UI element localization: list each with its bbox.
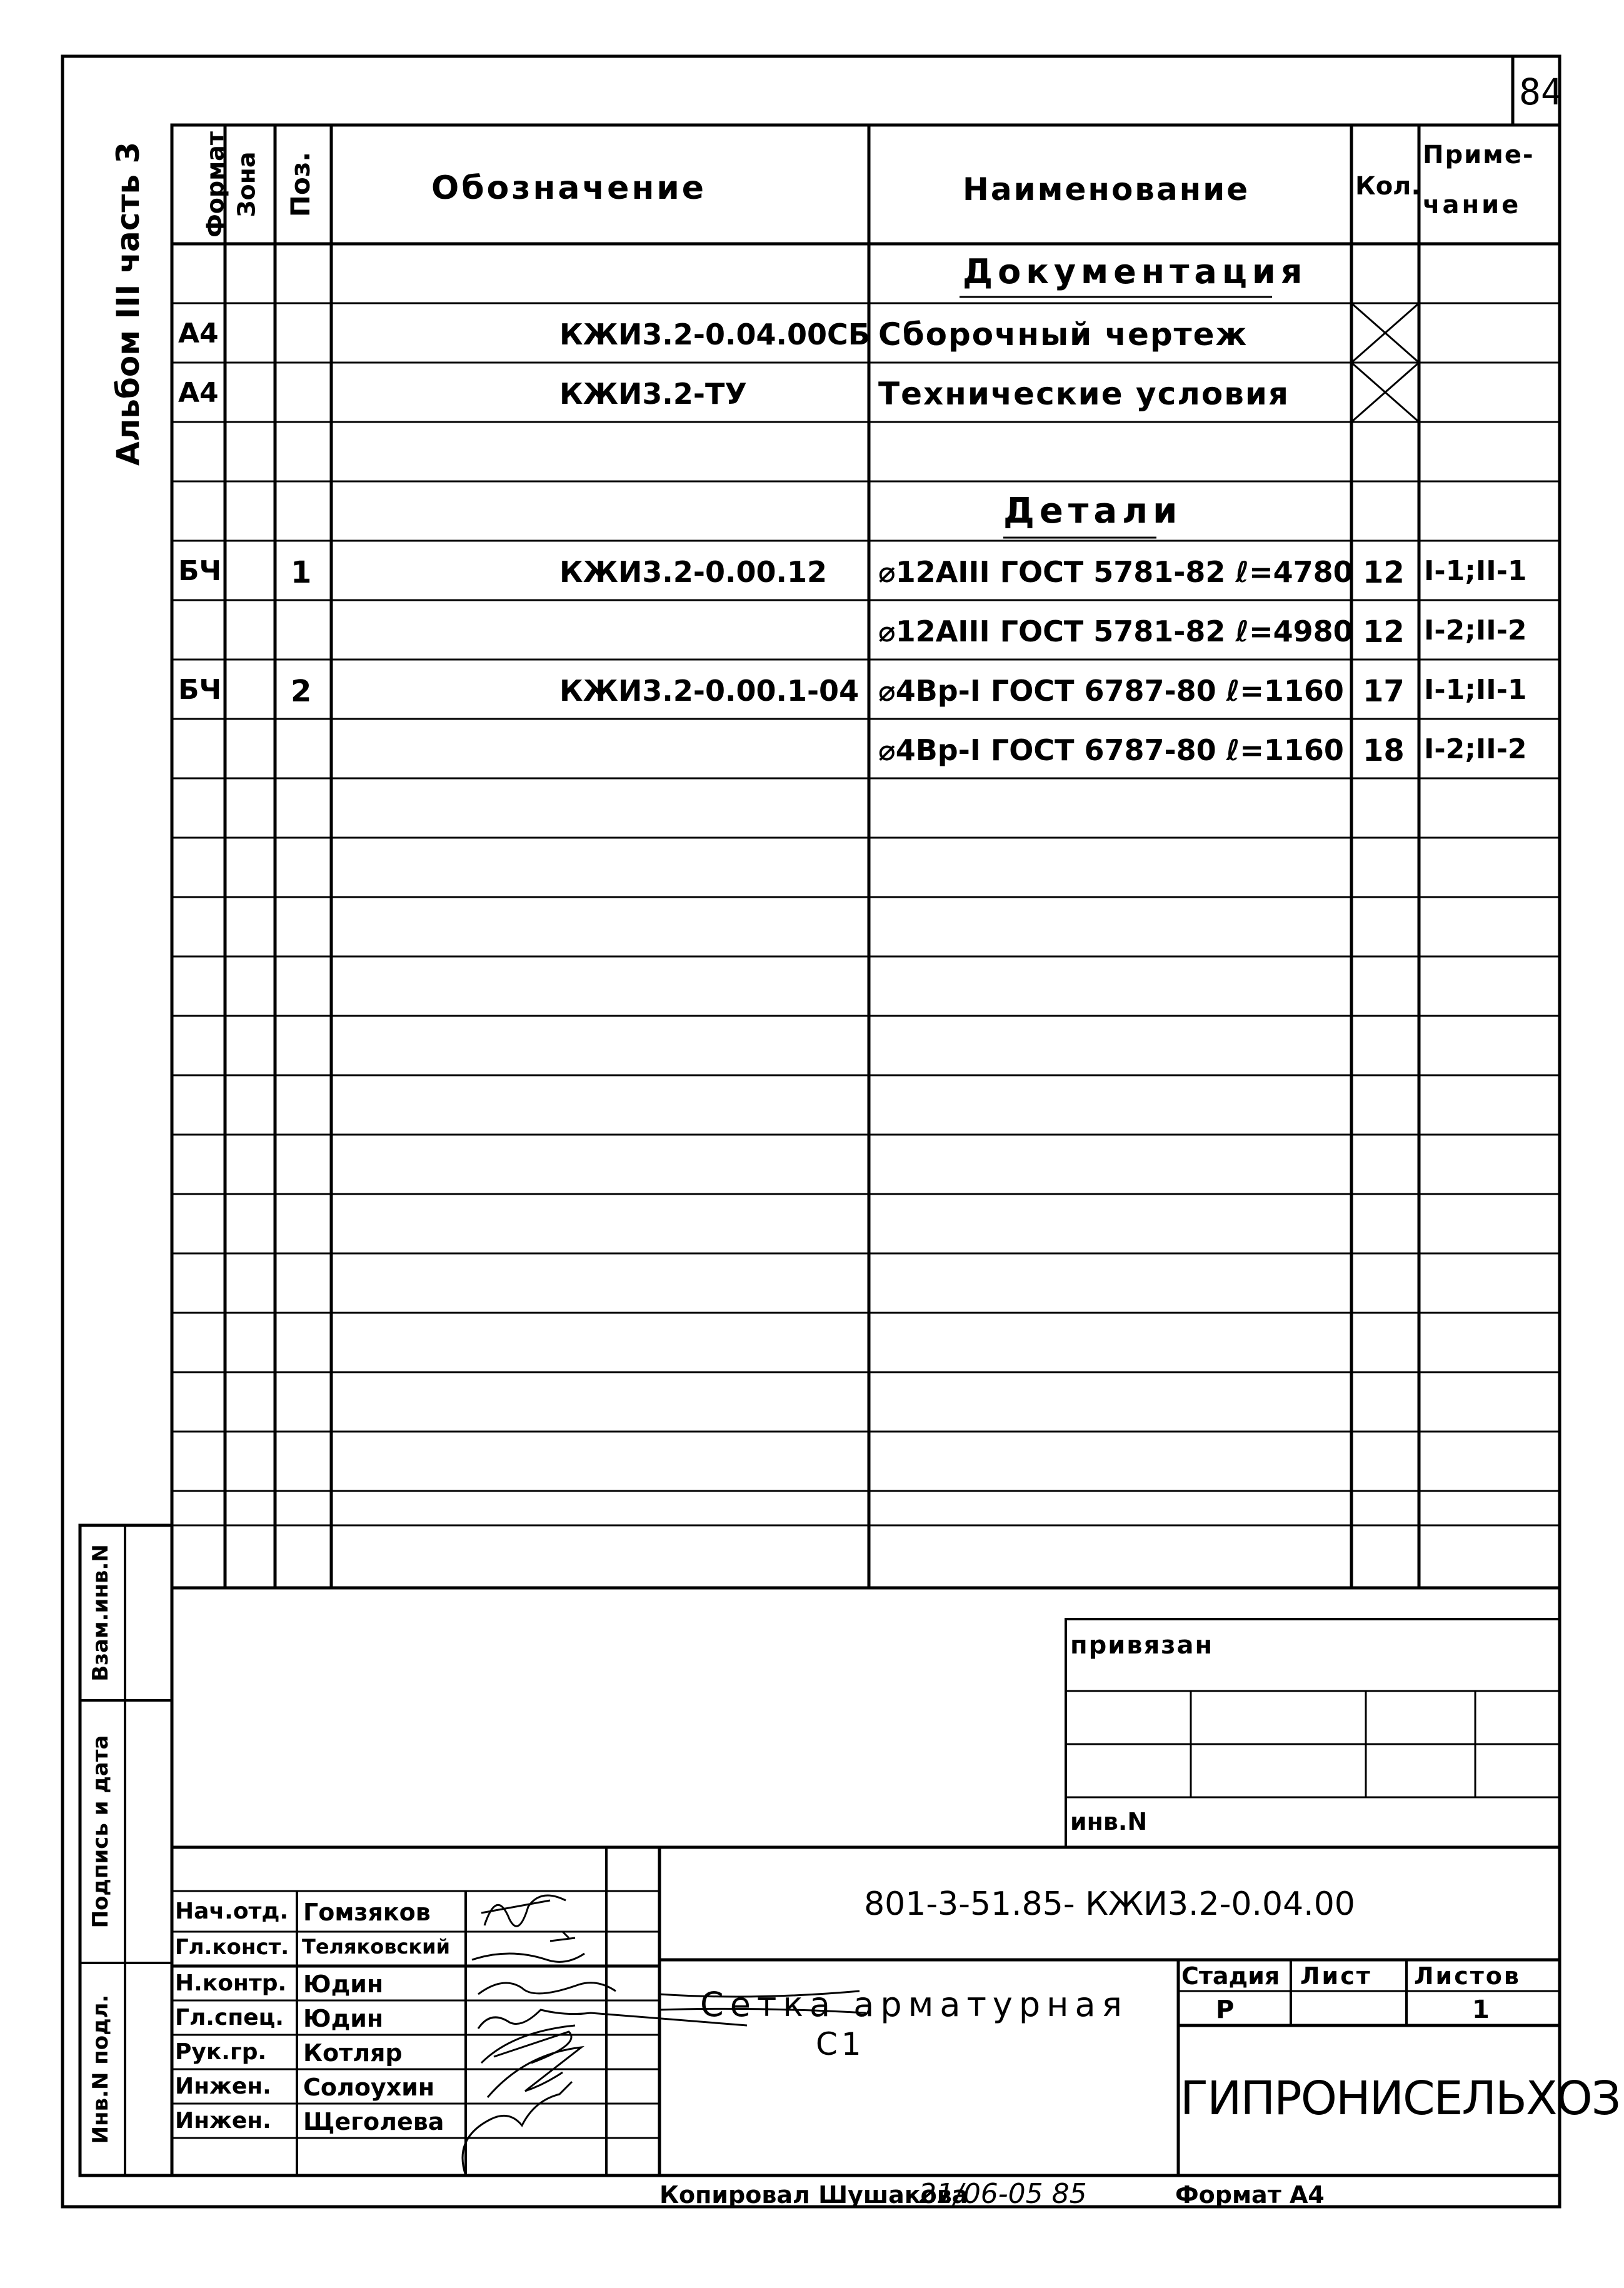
sign-name-4: Юдин	[303, 2005, 384, 2032]
header-designation: Обозначение	[431, 169, 707, 207]
row-7-note: I-1;II-1	[1424, 674, 1527, 706]
organization-name: ГИПРОНИСЕЛЬХОЗ	[1180, 2072, 1620, 2125]
side-album-label: Альбом III часть 3	[110, 141, 146, 466]
stamp-vzam-inv: Взам.инв.N	[88, 1544, 113, 1682]
row-5-note: I-1;II-1	[1424, 555, 1527, 587]
row-8-note: I-2;II-2	[1424, 733, 1527, 765]
sign-role-7: Инжен.	[175, 2108, 271, 2134]
sign-role-1: Нач.отд.	[175, 1899, 289, 1924]
row-2-name: Технические условия	[878, 376, 1290, 412]
document-code: 801-3-51.85- КЖИ3.2-0.04.00	[864, 1885, 1355, 1923]
row-7-designation: КЖИ3.2-0.00.1-04	[559, 674, 860, 708]
row-1-designation: КЖИ3.2-0.04.00СБ	[559, 318, 870, 351]
footer-format: Формат А4	[1175, 2181, 1325, 2209]
footer-copied: Копировал Шушакова	[659, 2181, 968, 2209]
stage-value: Р	[1216, 1995, 1235, 2024]
stamp-podpis-data: Подпись и дата	[88, 1735, 113, 1929]
header-qty: Кол.	[1355, 172, 1421, 201]
privyazan-title: привязан	[1070, 1631, 1214, 1660]
sheet-label: Лист	[1300, 1962, 1372, 1990]
row-5-designation: КЖИ3.2-0.00.12	[559, 555, 827, 589]
header-note-line2: чание	[1423, 191, 1521, 219]
sign-role-2: Гл.конст.	[175, 1935, 289, 1960]
row-5-name: ⌀12АIII ГОСТ 5781-82 ℓ=4780	[878, 555, 1353, 589]
header-name: Наименование	[963, 171, 1250, 208]
sheets-label: Листов	[1414, 1962, 1521, 1990]
row-5-pos: 1	[291, 555, 312, 590]
section-heading-documentation: Документация	[963, 252, 1308, 291]
row-5-format: БЧ	[178, 555, 222, 587]
privyazan-inv: инв.N	[1070, 1808, 1148, 1835]
sign-name-1: Гомзяков	[303, 1899, 431, 1926]
row-7-name: ⌀4Вр-I ГОСТ 6787-80 ℓ=1160	[878, 674, 1344, 708]
stage-label: Стадия	[1181, 1962, 1280, 1990]
stamp-inv-podl: Инв.N подл.	[88, 1994, 113, 2144]
row-2-designation: КЖИ3.2-ТУ	[559, 377, 747, 411]
row-8-qty: 18	[1363, 733, 1405, 768]
sign-name-3: Юдин	[303, 1970, 384, 1998]
section-heading-details: Детали	[1003, 491, 1183, 531]
row-1-format: А4	[178, 318, 219, 349]
header-note-line1: Приме-	[1423, 141, 1535, 169]
sign-name-7: Щеголева	[303, 2108, 444, 2135]
sign-role-3: Н.контр.	[175, 1970, 287, 1996]
row-6-name: ⌀12АIII ГОСТ 5781-82 ℓ=4980	[878, 615, 1353, 648]
row-2-format: А4	[178, 377, 219, 409]
sign-role-4: Гл.спец.	[175, 2005, 284, 2030]
header-zone: Зона	[233, 151, 261, 218]
item-subtitle: С1	[816, 2026, 865, 2062]
sheets-value: 1	[1472, 1995, 1490, 2024]
row-7-format: БЧ	[178, 674, 222, 706]
header-format: Формат	[201, 131, 229, 238]
row-7-pos: 2	[291, 674, 312, 709]
row-1-name: Сборочный чертеж	[878, 316, 1248, 353]
page-number: 84	[1519, 71, 1563, 113]
sign-role-5: Рук.гр.	[175, 2039, 267, 2065]
row-6-qty: 12	[1363, 615, 1405, 650]
row-6-note: I-2;II-2	[1424, 615, 1527, 646]
sign-name-6: Солоухин	[303, 2074, 435, 2101]
row-7-qty: 17	[1363, 674, 1405, 709]
row-8-name: ⌀4Вр-I ГОСТ 6787-80 ℓ=1160	[878, 733, 1344, 767]
sign-name-2: Теляковский	[302, 1935, 450, 1959]
item-title: Сетка арматурная	[700, 1985, 1129, 2024]
footer-date: 21/06-05 85	[919, 2178, 1087, 2210]
row-5-qty: 12	[1363, 555, 1405, 590]
sign-role-6: Инжен.	[175, 2074, 271, 2099]
sign-name-5: Котляр	[303, 2039, 403, 2067]
header-pos: Поз.	[285, 151, 316, 218]
